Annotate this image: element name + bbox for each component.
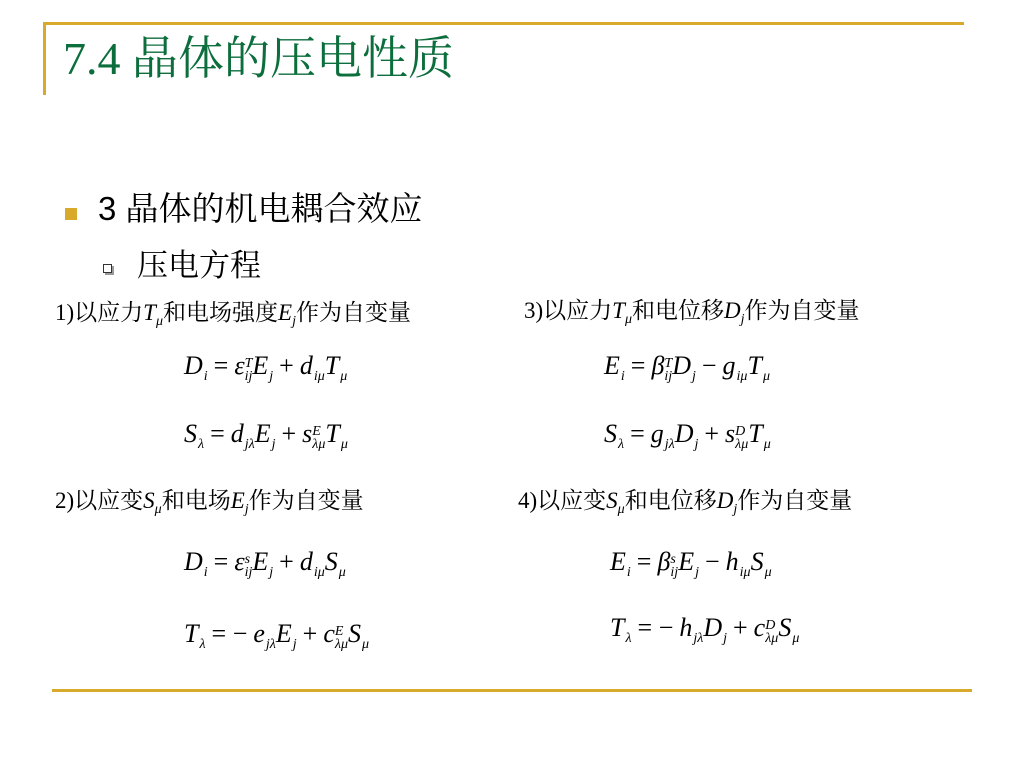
case-3-equation-2: $S_\lambda = g_{j\lambda}D_j + s$ D λμ $T_\mu$	[604, 419, 771, 452]
top-rule	[43, 22, 964, 25]
case-1-equation-2: $S_\lambda = d_{j\lambda}E_j + s$ E λμ $T_\mu$	[184, 419, 348, 452]
bottom-rule	[52, 689, 972, 692]
case-1-label: 1)以应力$T_\mu$和电场强度$E_j$作为自变量	[55, 300, 411, 329]
section-heading: 3 晶体的机电耦合效应	[98, 190, 423, 227]
square-bullet-icon	[65, 208, 77, 220]
case-4-equation-1: $E_i = \beta$ s ij $E_j - h_{i\mu}S_\mu$	[610, 547, 772, 580]
case-2-equation-2: $T_\lambda$ = − $e_{j\lambda}E_j + c$ E λμ $S_\mu$	[184, 619, 369, 652]
case-2-label: 2)以应变$S_\mu$和电场$E_j$作为自变量	[55, 488, 364, 517]
hollow-square-bullet-icon	[103, 264, 112, 273]
case-3-label: 3)以应力$T_\mu$和电位移$D_j$作为自变量	[524, 298, 860, 327]
case-1-equation-1: $D_i = \varepsilon$ T ij $E_j + d_{i\mu}T_\mu$	[184, 351, 348, 384]
left-rule	[43, 22, 46, 95]
case-4-equation-2: $T_\lambda$ = − $h_{j\lambda}D_j + c$ D λμ $S_\mu$	[610, 613, 800, 646]
case-2-equation-1: $D_i = \varepsilon$ s ij $E_j + d_{i\mu}S_\mu$	[184, 547, 346, 580]
slide-title: 7.4 晶体的压电性质	[63, 33, 454, 84]
case-3-equation-1: $E_i = \beta$ T ij $D_j - g_{i\mu}T_\mu$	[604, 351, 770, 384]
case-4-label: 4)以应变$S_\mu$和电位移$D_j$作为自变量	[518, 488, 853, 517]
subsection-heading: 压电方程	[137, 248, 261, 283]
